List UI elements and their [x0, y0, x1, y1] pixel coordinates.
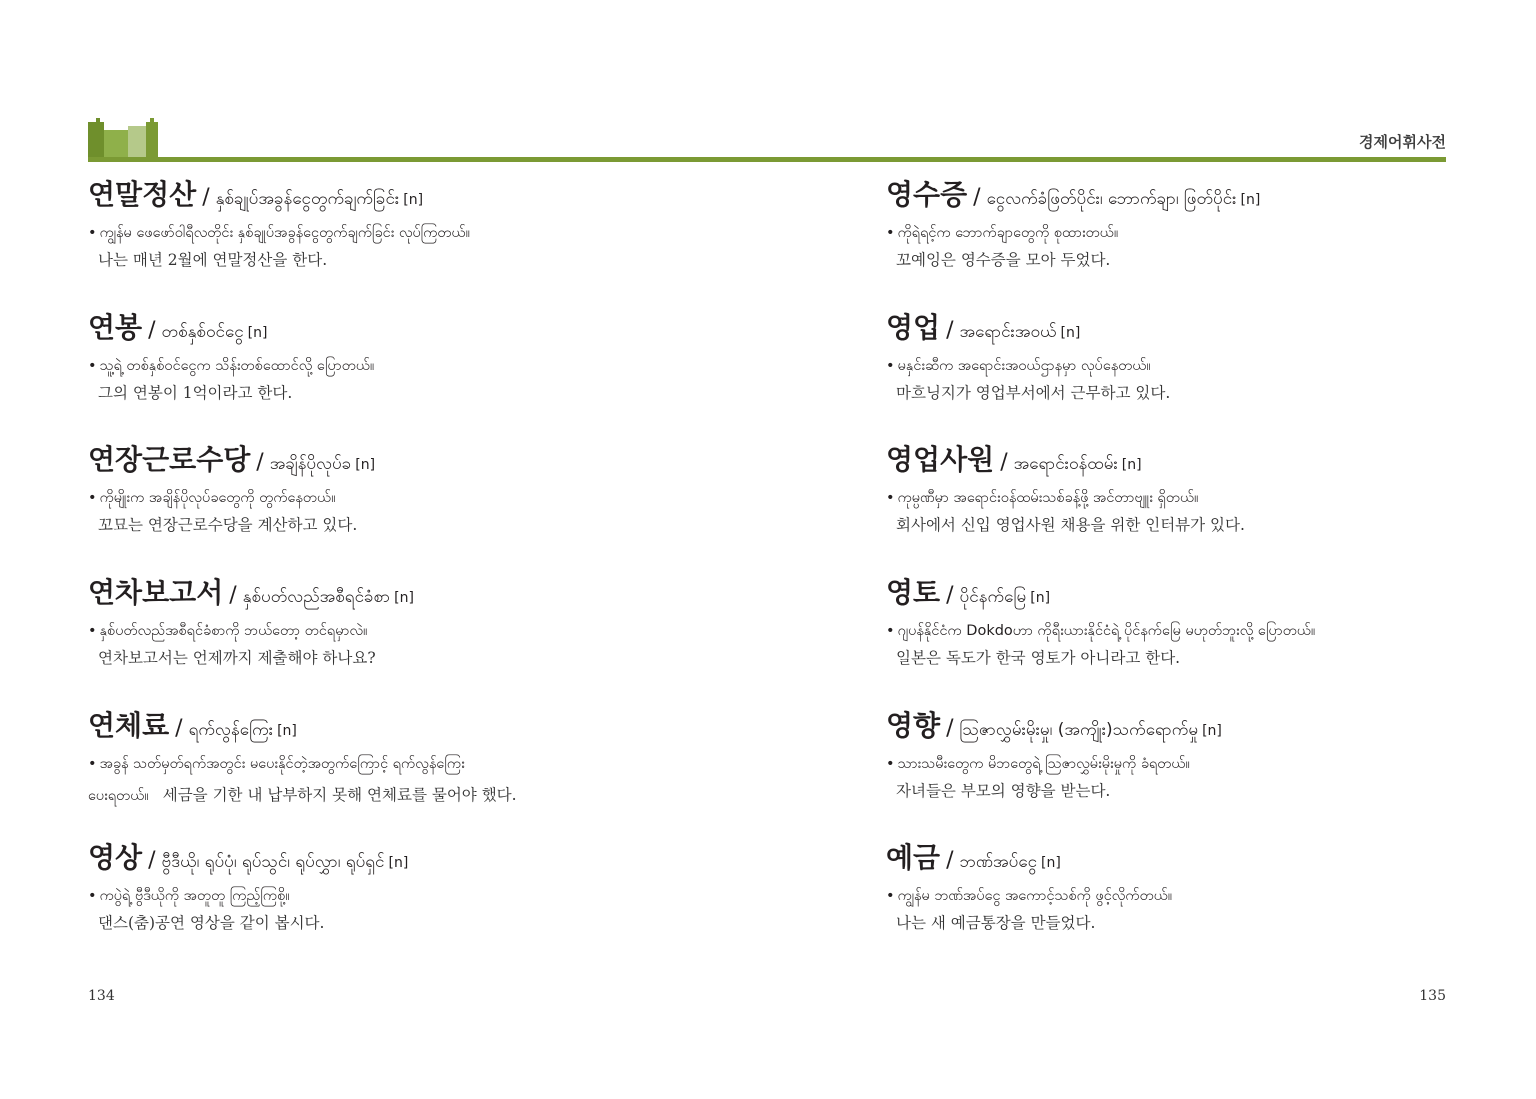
entry-term: 영향 — [886, 708, 941, 742]
dictionary-entry — [886, 174, 1536, 307]
separator: / — [1000, 450, 1008, 476]
logo-block — [150, 118, 154, 158]
page-number-right: 135 — [1419, 988, 1446, 1004]
entry-headline — [88, 572, 738, 618]
separator: / — [229, 583, 237, 609]
header-title: 경제어휘사전 — [1359, 133, 1446, 151]
bullet: • — [88, 357, 97, 374]
example-text: သူ့ရဲ့ တစ်နှစ်ဝင်ငွေက သိန်းတစ်ထောင်လို့ ပြောတယ်။ — [99, 357, 375, 374]
part-of-speech: [n] — [1121, 457, 1142, 474]
example-text: နှစ်ပတ်လည်အစီရင်ခံစာကို ဘယ်တော့ တင်ရမှာလဲ။ — [99, 623, 368, 640]
part-of-speech: [n] — [1240, 192, 1261, 208]
entry-term: 예금 — [886, 841, 941, 875]
entry-term: 영상 — [88, 841, 143, 875]
example-text: ဂျပန်နိုင်ငံက Dokdoဟာ ကိုရီးယားနိုင်ငံရဲ့ ပိုင်နက်မြေ မဟုတ်ဘူးလို့ ပြောတယ်။ — [897, 623, 1316, 640]
entry-headline — [886, 837, 1536, 883]
entry-headline — [886, 572, 1536, 618]
example-korean: 회사에서 신입 영업사원 채용을 위한 인터뷰가 있다. — [896, 516, 1245, 535]
entry-term: 영토 — [886, 576, 941, 610]
dictionary-entry — [886, 439, 1536, 572]
part-of-speech: [n] — [355, 457, 376, 474]
example-text: ကျွန်မ ဖေဖော်ဝါရီလတိုင်း နှစ်ချုပ်အခွန်ငွေတွက်ချက်ခြင်း လုပ်ကြတယ်။ — [99, 225, 471, 241]
entry-term: 영업사원 — [886, 443, 995, 477]
separator: / — [148, 317, 156, 343]
bullet: • — [886, 225, 895, 241]
example-text: ကုမ္ပဏီမှာ အရောင်းဝန်ထမ်းသစ်ခန့်ဖို့ အင်တာဗျူး ရှိတယ်။ — [897, 490, 1199, 507]
example-korean: 나는 매년 2월에 연말정산을 한다. — [98, 251, 328, 269]
example-text-continued: ပေးရတယ်။ — [88, 787, 149, 804]
entry-meaning: အရောင်းဝန်ထမ်း — [1013, 454, 1118, 475]
example-korean: 나는 새 예금통장을 만들었다. — [896, 914, 1096, 933]
example-korean: 자녀들은 부모의 영향을 받는다. — [896, 781, 1111, 800]
example-myanmar — [886, 618, 1536, 645]
entry-meaning: ပိုင်နက်မြေ — [959, 587, 1027, 608]
example-myanmar — [88, 485, 738, 512]
example-korean: 꼬묘는 연장근로수당을 계산하고 있다. — [98, 516, 358, 535]
example-korean: 꼬예잉은 영수증을 모아 두었다. — [896, 251, 1111, 269]
bullet: • — [88, 888, 97, 905]
book-logo — [88, 118, 158, 158]
example-myanmar — [88, 220, 738, 247]
example-continuation — [88, 778, 738, 813]
dictionary-entry — [88, 174, 738, 307]
entry-headline — [88, 439, 738, 485]
entry-headline — [886, 174, 1536, 220]
example-korean: 연차보고서는 언제까지 제출해야 하나요? — [98, 649, 376, 668]
logo-block — [104, 130, 128, 158]
dictionary-entry — [886, 837, 1536, 970]
dictionary-entry — [886, 307, 1536, 440]
entry-term: 연봉 — [88, 310, 143, 344]
right-column — [886, 174, 1536, 970]
bullet: • — [886, 755, 895, 772]
separator: / — [946, 317, 954, 343]
entry-headline — [886, 307, 1536, 353]
entry-term: 연말정산 — [88, 178, 197, 211]
entry-meaning: ဩဇာလွှမ်းမိုးမှု၊ (အကျိုး)သက်ရောက်မှု — [959, 719, 1199, 740]
entry-meaning: ရက်လွန်ကြေး — [188, 719, 274, 740]
bullet: • — [88, 490, 97, 507]
dictionary-entry — [886, 572, 1536, 705]
entry-term: 연차보고서 — [88, 576, 224, 610]
bullet: • — [886, 623, 895, 640]
bullet: • — [88, 755, 97, 772]
separator: / — [202, 185, 210, 210]
bullet: • — [88, 623, 97, 640]
separator: / — [256, 450, 264, 476]
entry-meaning: အရောင်းအဝယ် — [959, 321, 1057, 342]
entry-headline — [88, 837, 738, 883]
example-korean: 세금을 기한 내 납부하지 못해 연체료를 물어야 했다. — [162, 785, 517, 804]
example-text: မနှင်းဆီက အရောင်းအဝယ်ဌာနမှာ လုပ်နေတယ်။ — [897, 357, 1151, 374]
dictionary-entry — [88, 439, 738, 572]
logo-block — [96, 118, 100, 158]
separator: / — [148, 848, 156, 874]
entry-meaning: ဗွီဒီယို၊ ရုပ်ပုံ၊ ရုပ်သွင်၊ ရုပ်လွှာ၊ ရုပ်ရှင် — [161, 852, 385, 873]
example-text: ကပွဲရဲ့ ဗွီဒီယိုကို အတူတူ ကြည့်ကြစို့။ — [99, 888, 290, 905]
example-myanmar — [886, 353, 1536, 380]
page-number-left: 134 — [88, 988, 115, 1004]
example-text: ကျွန်မ ဘဏ်အပ်ငွေ အကောင့်သစ်ကို ဖွင့်လိုက်တယ်။ — [897, 888, 1173, 905]
example-text: ကိုရဲရင့်က ဘောက်ချာတွေကို စုထားတယ်။ — [897, 225, 1119, 241]
dictionary-entry — [886, 705, 1536, 838]
example-korean: 댄스(춤)공연 영상을 같이 봅시다. — [98, 914, 325, 933]
bullet: • — [886, 888, 895, 905]
bullet: • — [886, 490, 895, 507]
part-of-speech: [n] — [1041, 855, 1061, 872]
entry-headline — [88, 307, 738, 353]
separator: / — [946, 848, 954, 874]
dictionary-entry — [88, 572, 738, 705]
entry-term: 연장근로수당 — [88, 443, 251, 477]
bullet: • — [886, 357, 895, 374]
entry-headline — [88, 705, 738, 751]
separator: / — [973, 185, 981, 210]
part-of-speech: [n] — [247, 324, 268, 341]
part-of-speech: [n] — [388, 855, 409, 872]
entry-meaning: နှစ်ပတ်လည်အစီရင်ခံစာ — [242, 587, 391, 608]
entry-meaning: အချိန်ပိုလုပ်ခ — [269, 454, 352, 475]
left-column — [88, 174, 738, 970]
example-myanmar — [88, 751, 738, 778]
example-korean: 그의 연봉이 1억이라고 한다. — [98, 383, 293, 402]
entry-term: 연체료 — [88, 708, 170, 742]
example-text: အခွန် သတ်မှတ်ရက်အတွင်း မပေးနိုင်တဲ့အတွက်ကြောင့် ရက်လွန်ကြေး — [99, 755, 465, 772]
separator: / — [175, 715, 183, 741]
separator: / — [946, 715, 954, 741]
part-of-speech: [n] — [394, 590, 414, 607]
dictionary-entry — [88, 837, 738, 970]
example-myanmar — [886, 751, 1536, 778]
part-of-speech: [n] — [277, 722, 297, 739]
entry-meaning: တစ်နှစ်ဝင်ငွေ — [161, 321, 244, 342]
logo-block — [128, 126, 146, 158]
part-of-speech: [n] — [403, 192, 424, 208]
separator: / — [946, 583, 954, 609]
example-myanmar — [88, 883, 738, 910]
entry-headline — [886, 705, 1536, 751]
dictionary-entry — [88, 705, 738, 838]
entry-meaning: နှစ်ချုပ်အခွန်ငွေတွက်ချက်ခြင်း — [215, 189, 400, 209]
example-myanmar — [886, 220, 1536, 247]
entry-headline — [886, 439, 1536, 485]
entry-meaning: ဘဏ်အပ်ငွေ — [959, 852, 1037, 873]
example-korean: 일본은 독도가 한국 영토가 아니라고 한다. — [896, 649, 1181, 668]
part-of-speech: [n] — [1030, 590, 1051, 607]
example-text: သားသမီးတွေက မိဘတွေရဲ့ ဩဇာလွှမ်းမိုးမှုကို ခံရတယ်။ — [897, 755, 1190, 772]
part-of-speech: [n] — [1060, 324, 1081, 341]
entry-term: 영수증 — [886, 178, 968, 211]
entry-term: 영업 — [886, 310, 941, 344]
example-text: ကိုမျိုးက အချိန်ပိုလုပ်ခတွေကို တွက်နေတယ်။ — [99, 490, 336, 507]
example-myanmar — [88, 618, 738, 645]
example-myanmar — [886, 883, 1536, 910]
part-of-speech: [n] — [1202, 722, 1222, 739]
example-myanmar — [886, 485, 1536, 512]
example-myanmar — [88, 353, 738, 380]
example-korean: 마흐닝지가 영업부서에서 근무하고 있다. — [896, 383, 1171, 402]
header-rule — [88, 157, 1446, 162]
entry-headline — [88, 174, 738, 220]
dictionary-entry — [88, 307, 738, 440]
bullet: • — [88, 225, 97, 241]
entry-meaning: ငွေလက်ခံဖြတ်ပိုင်း၊ ဘောက်ချာ၊ ဖြတ်ပိုင်း — [986, 189, 1237, 209]
